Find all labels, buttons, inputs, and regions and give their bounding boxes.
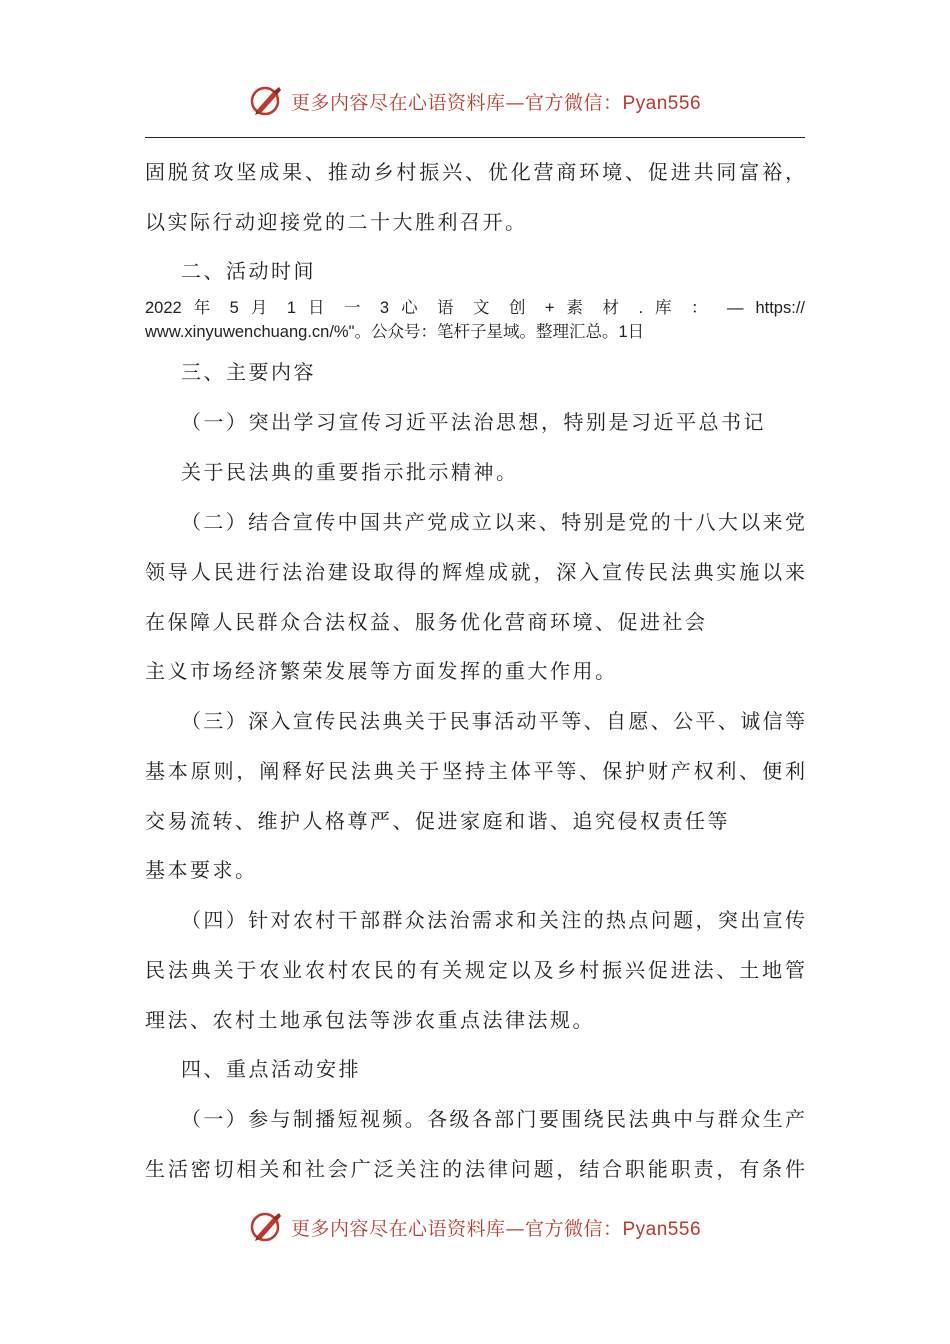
body-line: 领导人民进行法治建设取得的辉煌成就，深入宣传民法典实施以来	[145, 560, 805, 584]
body-line: 以实际行动迎接党的二十大胜利召开。	[145, 210, 528, 234]
body-line: （四）针对农村干部群众法治需求和关注的热点问题，突出宣传	[181, 908, 805, 932]
header-main-text: 更多内容尽在心语资料库	[290, 91, 506, 114]
body-line: 交易流转、维护人格尊严、促进家庭和谐、追究侵权责任等	[145, 809, 730, 833]
body-line: 理法、农村土地承包法等涉农重点法律法规。	[145, 1008, 595, 1032]
body-line: 关于民法典的重要指示批示精神。	[181, 460, 519, 484]
header-divider	[145, 137, 805, 138]
body-line: 基本要求。	[145, 858, 258, 882]
body-line: 民法典关于农业农村农民的有关规定以及乡村振兴促进法、土地管	[145, 958, 805, 982]
footer-banner	[0, 1202, 950, 1252]
body-line: 固脱贫攻坚成果、推动乡村振兴、优化营商环境、促进共同富裕，	[145, 160, 805, 184]
footer-main-text: 更多内容尽在心语资料库	[290, 1217, 506, 1240]
footer-wechat-text: 官方微信：Pyan556	[525, 1218, 702, 1240]
footer-separator: —	[505, 1217, 525, 1240]
pen-logo-icon	[249, 1209, 285, 1245]
header-separator: —	[505, 91, 525, 114]
body-line: 2022 年 5 月 1 日 一 3 心 语 文 创 + 素 材 . 库 ： — https://	[145, 299, 805, 317]
body-line: 在保障人民群众合法权益、服务优化营商环境、促进社会	[145, 610, 708, 634]
body-line: 主义市场经济繁荣发展等方面发挥的重大作用。	[145, 659, 618, 683]
body-line: 基本原则，阐释好民法典关于坚持主体平等、保护财产权利、便利	[145, 759, 805, 783]
body-line: 生活密切相关和社会广泛关注的法律问题，结合职能职责，有条件	[145, 1157, 805, 1181]
body-line: （三）深入宣传民法典关于民事活动平等、自愿、公平、诚信等	[181, 709, 805, 733]
body-line: www.xinyuwenchuang.cn/%"。公众号：笔杆子星域。整理汇总。1日	[145, 323, 645, 341]
section-heading: 二、活动时间	[181, 259, 316, 283]
header-wechat-text: 官方微信：Pyan556	[525, 92, 702, 114]
body-line: （一）参与制播短视频。各级各部门要围绕民法典中与群众生产	[181, 1107, 805, 1131]
header-text	[291, 88, 701, 115]
body-line: （一）突出学习宣传习近平法治思想，特别是习近平总书记	[181, 410, 766, 434]
section-heading: 三、主要内容	[181, 360, 316, 384]
footer-text	[291, 1214, 701, 1241]
body-line: （二）结合宣传中国共产党成立以来、特别是党的十八大以来党	[181, 510, 805, 534]
header-banner	[0, 76, 950, 126]
section-heading: 四、重点活动安排	[181, 1057, 361, 1081]
pen-logo-icon	[249, 83, 285, 119]
